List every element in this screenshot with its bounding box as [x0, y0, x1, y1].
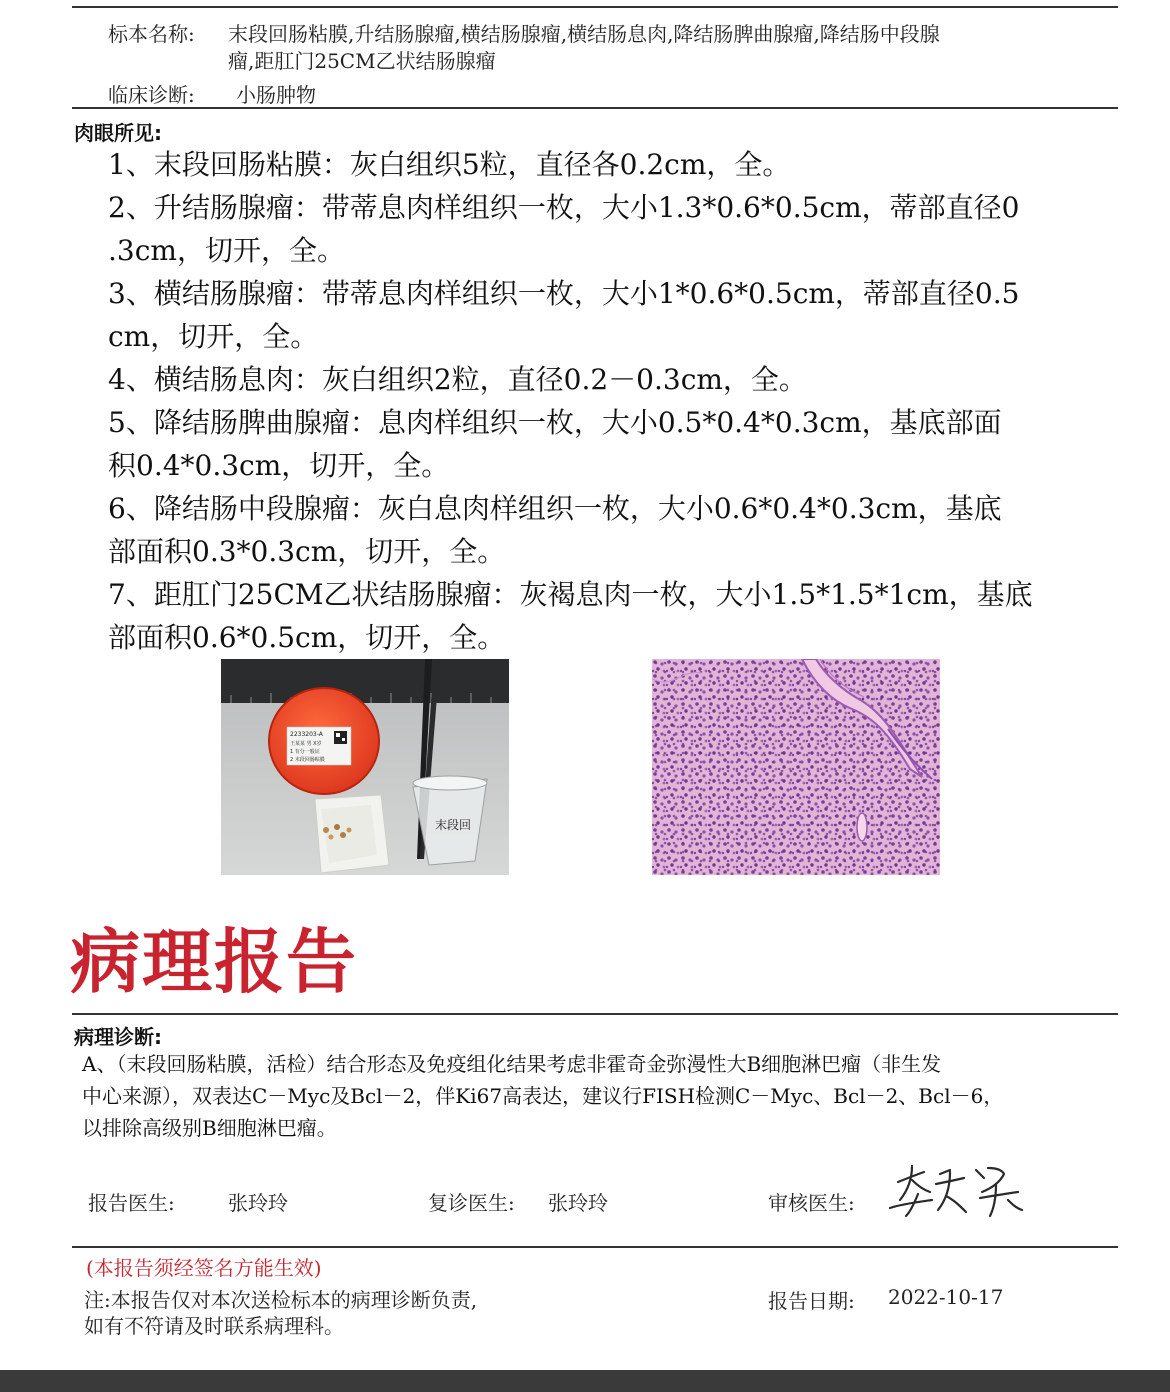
diagnosis-line: 以排除高级别B细胞淋巴瘤。	[82, 1116, 337, 1140]
diagnosis-heading: 病理诊断:	[74, 1025, 162, 1049]
report-doctor-name: 张玲玲	[228, 1191, 288, 1215]
gross-line: 部面积0.3*0.3cm，切开，全。	[108, 535, 506, 568]
specimen-label: 标本名称:	[108, 22, 195, 46]
diagnosis-line: A、（末段回肠粘膜，活检）结合形态及免疫组化结果考虑非霍奇金弥漫性大B细胞淋巴瘤（非生发	[82, 1052, 942, 1076]
gross-line: 4、横结肠息肉：灰白组织2粒，直径0.2－0.3cm，全。	[108, 363, 807, 396]
review-doctor-label: 复诊医生:	[428, 1191, 515, 1215]
divider-before-diagnosis	[72, 1013, 1118, 1015]
specimen-photo	[221, 659, 509, 875]
top-rule	[72, 6, 1118, 8]
gross-line: .3cm，切开，全。	[108, 234, 345, 267]
report-date-value: 2022-10-17	[888, 1285, 1004, 1309]
report-doctor-label: 报告医生:	[88, 1191, 175, 1215]
gross-line: 2、升结肠腺瘤：带蒂息肉样组织一枚，大小1.3*0.6*0.5cm，蒂部直径0	[108, 191, 1020, 224]
diagnosis-line: 中心来源），双表达C－Myc及Bcl－2，伴Ki67高表达，建议行FISH检测C－Myc、Bcl－2、Bcl－6，	[82, 1084, 1004, 1108]
container-label-text: 1 有分一般证	[290, 749, 320, 755]
specimen-value-line1: 末段回肠粘膜,升结肠腺瘤,横结肠腺瘤,横结肠息肉,降结肠脾曲腺瘤,降结肠中段腺	[228, 22, 940, 46]
disclaimer-line1: 注:本报告仅对本次送检标本的病理诊断负责,	[84, 1288, 478, 1312]
gross-line: cm，切开，全。	[108, 320, 319, 353]
container-label-text: 2 末段回肠粘膜	[290, 757, 325, 763]
gross-line: 部面积0.6*0.5cm，切开，全。	[108, 621, 506, 654]
footer-bar	[0, 1370, 1170, 1392]
gross-line: 5、降结肠脾曲腺瘤：息肉样组织一枚，大小0.5*0.4*0.3cm，基底部面	[108, 406, 1002, 439]
cup-writing: 末段回	[435, 818, 472, 832]
clinical-label: 临床诊断:	[108, 83, 195, 107]
audit-doctor-label: 审核医生:	[768, 1191, 855, 1215]
report-title: 病理报告	[70, 921, 358, 1003]
review-doctor-name: 张玲玲	[548, 1191, 608, 1215]
divider-before-notes	[72, 1246, 1118, 1248]
audit-signature	[884, 1160, 1034, 1220]
gross-line: 积0.4*0.3cm，切开，全。	[108, 449, 450, 482]
report-date-label: 报告日期:	[768, 1289, 855, 1313]
gross-line: 6、降结肠中段腺瘤：灰白息肉样组织一枚，大小0.6*0.4*0.3cm，基底	[108, 492, 1002, 525]
disclaimer-line2: 如有不符请及时联系病理科。	[84, 1314, 344, 1338]
container-label-text: 2233203-A	[290, 731, 323, 738]
specimen-value-line2: 瘤,距肛门25CM乙状结肠腺瘤	[228, 49, 496, 73]
gross-line: 1、末段回肠粘膜：灰白组织5粒，直径各0.2cm，全。	[108, 148, 791, 181]
signature-required-note: (本报告须经签名方能生效)	[86, 1256, 322, 1280]
container-label-text: 王某某 男 X岁	[290, 741, 322, 747]
gross-line: 3、横结肠腺瘤：带蒂息肉样组织一枚，大小1*0.6*0.5cm，蒂部直径0.5	[108, 277, 1020, 310]
gross-line: 7、距肛门25CM乙状结肠腺瘤：灰褐息肉一枚，大小1.5*1.5*1cm，基底	[108, 578, 1033, 611]
gross-heading: 肉眼所见:	[74, 121, 162, 145]
histology-photo	[652, 659, 940, 875]
clinical-value: 小肠肿物	[236, 83, 316, 107]
divider-after-clinical	[72, 107, 1118, 109]
